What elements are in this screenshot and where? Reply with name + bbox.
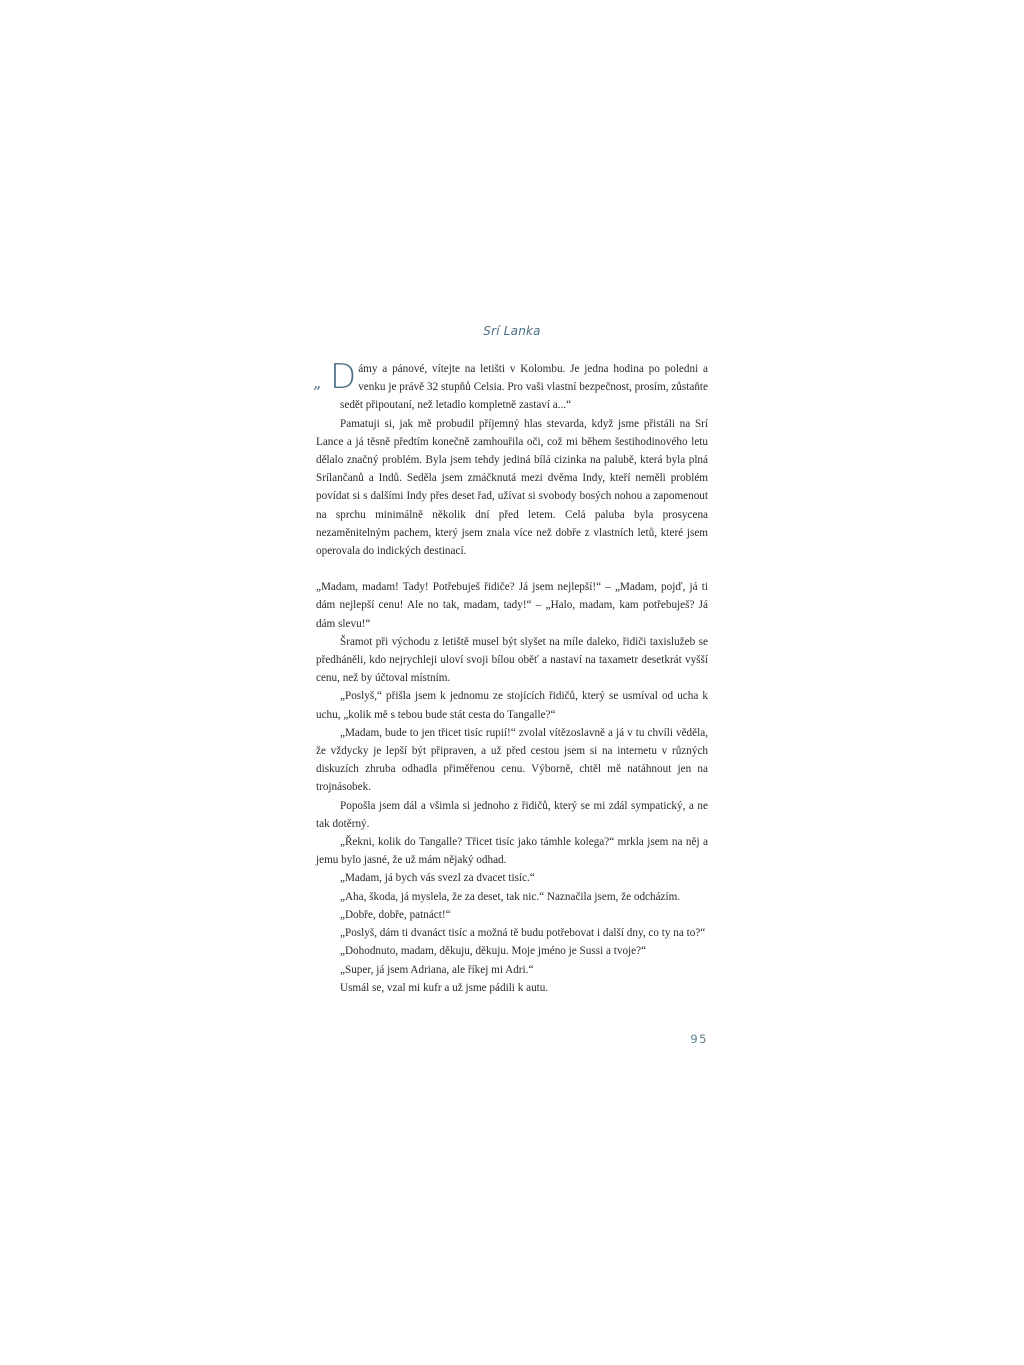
opening-text: ámy a pánové, vítejte na letišti v Kolombu. Je jedna hodina po poledni a venku je právě 32 stupňů Celsia. Pro vaši vlastní bezpečnost, prosím, zůstaňte sedět připoutaní, než letadlo kompletně zastaví a...“ [340, 363, 708, 412]
running-head: Srí Lanka [483, 324, 541, 338]
paragraph: Usmál se, vzal mi kufr a už jsme pádili k autu. [340, 981, 549, 994]
paragraph: „Dohodnuto, madam, děkuju, děkuju. Moje jméno je Sussi a tvoje?“ [340, 945, 647, 958]
paragraph: „Řekni, kolik do Tangalle? Třicet tisíc jako támhle kolega?“ mrkla jsem na něj a jemu bylo jasné, že už mám nějaký odhad. [316, 836, 708, 867]
paragraph: „Aha, škoda, já myslela, že za deset, tak nic.“ Naznačila jsem, že odcházím. [340, 890, 681, 903]
paragraph: „Poslyš,“ přišla jsem k jednomu ze stojících řidičů, který se usmíval od ucha k uchu, „kolik mě s tebou bude stát cesta do Tangalle?“ [316, 690, 708, 721]
body-text [314, 357, 708, 997]
paragraph: Popošla jsem dál a všimla si jednoho z řidičů, který se mi zdál sympatický, a ne tak dotěrný. [316, 799, 708, 830]
paragraph: „Dobře, dobře, patnáct!“ [340, 908, 451, 921]
paragraph: „Madam, bude to jen třicet tisíc rupií!“ zvolal vítězoslavně a já v tu chvíli věděla, že vždycky je lepší být připraven, a už před cestou jsem si na internetu v různých diskuzích zhruba odhadla přiměřenou cenu. Výborně, chtěl mě natáhnout jen na trojnásobek. [316, 726, 708, 794]
section-break [316, 560, 708, 578]
paragraph: Pamatuji si, jak mě probudil příjemný hlas stevarda, když jsme přistáli na Srí Lance a já těsně předtím konečně zamhouřila oči, což mi během šestihodinového letu dělalo značný problém. Byla jsem tehdy jediná bílá cizinka na palubě, která byla plná Srílančanů a Indů. Seděla jsem zmáčknutá mezi dvěma Indy, kteří neměli problém povídat si s dalšími Indy přes deset řad, užívat si svobody bosých nohou a zapomenout na sprchu minimálně několik dní před letem. Celá paluba byla prosycena nezaměnitelným pachem, který jsem znala více než dobře z vlastních letů, které jsem operovala do indických destinací. [316, 417, 708, 558]
paragraph: „Super, já jsem Adriana, ale říkej mi Adri.“ [340, 963, 534, 976]
drop-cap: D [330, 357, 357, 397]
paragraph: Šramot při východu z letiště musel být slyšet na míle daleko, řidiči taxislužeb se předháněli, kdo nejrychleji uloví svoji bílou oběť a nastaví na taxametr desetkrát vyšší cenu, než by účtoval místním. [316, 635, 708, 685]
page-number: 95 [690, 1032, 708, 1046]
opening-quote-mark: „ [314, 374, 322, 392]
paragraph: „Madam, já bych vás svezl za dvacet tisíc.“ [340, 872, 535, 885]
opening-paragraph [314, 357, 708, 415]
paragraph: „Poslyš, dám ti dvanáct tisíc a možná tě budu potřebovat i další dny, co ty na to?“ [340, 927, 706, 940]
section-opening-paragraph: „Madam, madam! Tady! Potřebuješ řidiče? Já jsem nejlepší!“ – „Madam, pojď, já ti dám nejlepší cenu! Ale no tak, madam, tady!“ – „Halo, madam, kam potřebuješ? Já dám slevu!“ [316, 581, 708, 630]
